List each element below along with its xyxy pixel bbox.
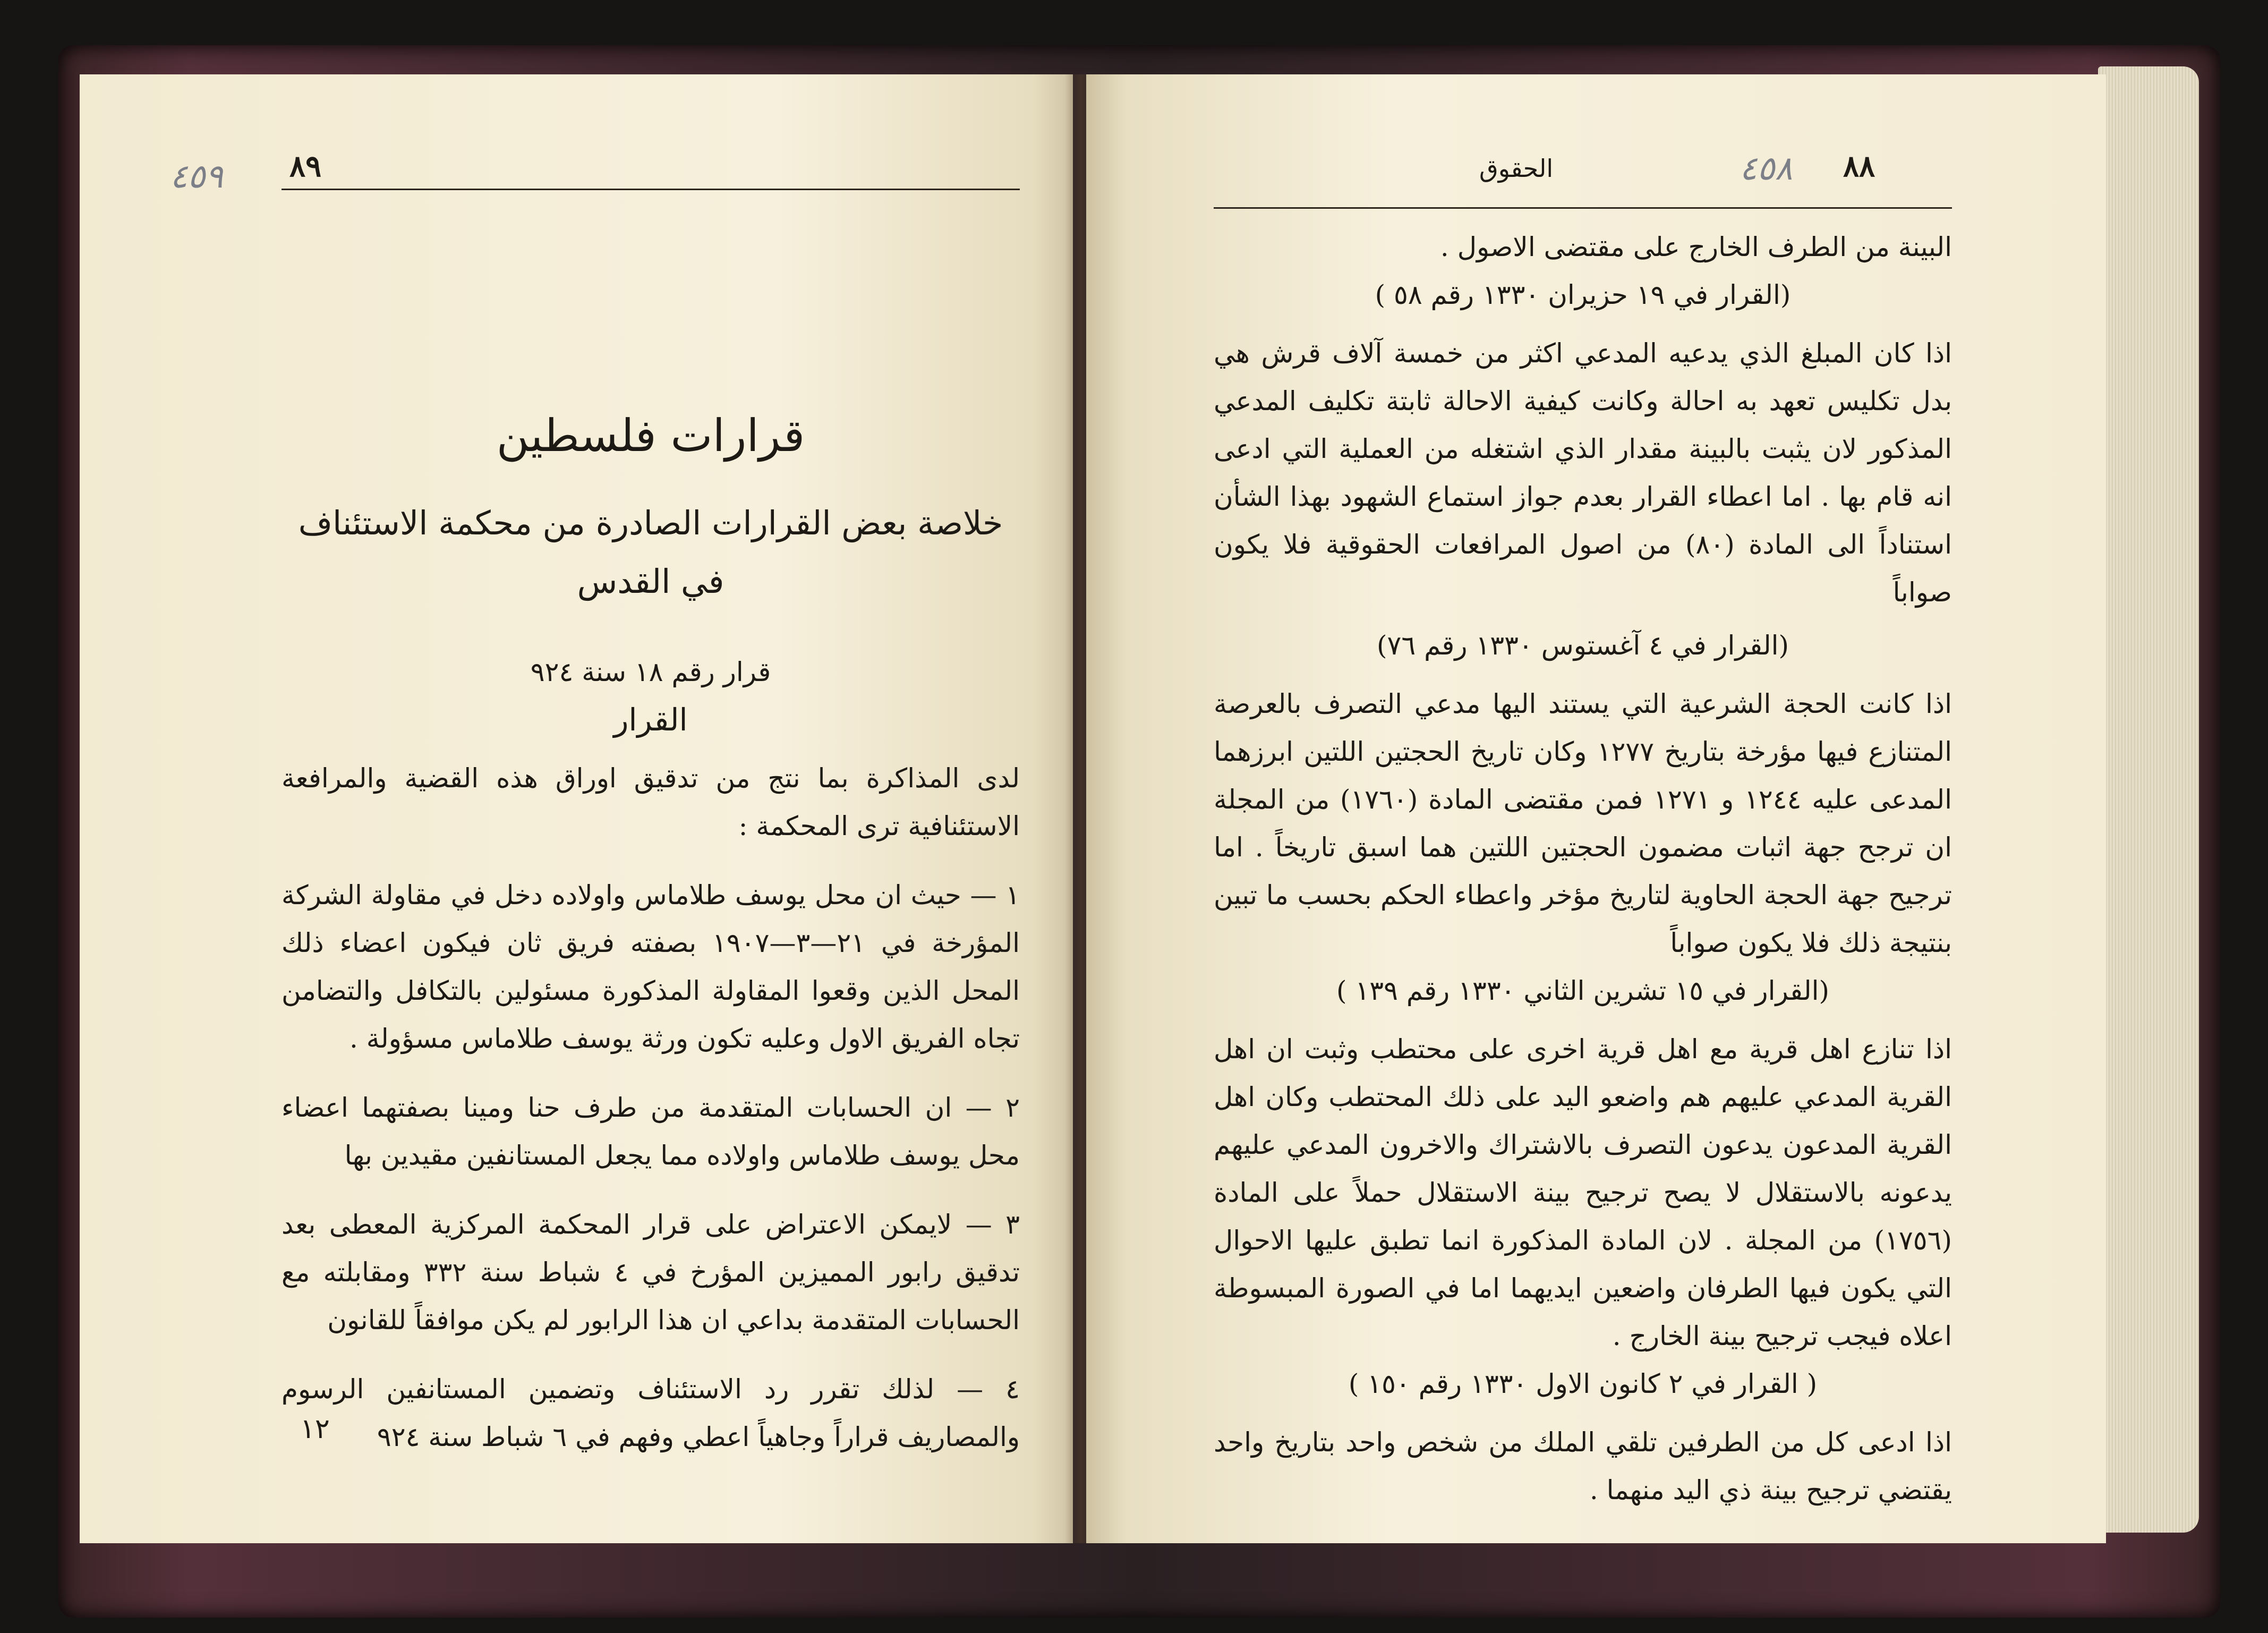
handwritten-page-number: ٤٥٨ [1740, 149, 1793, 188]
paragraph: ٤ — لذلك تقرر رد الاستئناف وتضمين المستانفين الرسوم والمصاريف قراراً وجاهياً اعطي وفهم في ٦ شباط سنة ٩٢٤ [282, 1374, 1020, 1452]
right-page [1086, 74, 2106, 1543]
text-block: اذا ادعى كل من الطرفين تلقي الملك من شخص واحد بتاريخ واحد يقتضي ترجيح بينة ذي اليد منهما . [1214, 1427, 1952, 1506]
handwritten-page-number: ٤٥٩ [170, 157, 223, 195]
text-block: اذا كانت الحجة الشرعية التي يستند اليها مدعي التصرف بالعرصة المتنازع فيها مؤرخة بتاريخ ١٢٧٧ وكان تاريخ الحجتين اللتين ابرزهما المدعى عليه ١٢٤٤ و ١٢٧١ فمن مقتضى المادة (١٧٦٠) من المجلة ان ترجح جهة اثبات مضمون الحجتين اللتين هما اسبق تاريخاً . اما ترجيح جهة الحجة الحاوية لتاريخ مؤخر واعطاء الحكم بحسب ما تبين بنتيجة ذلك فلا يكون صواباً [1214, 688, 1952, 958]
text-block: البينة من الطرف الخارج على مقتضى الاصول . [1440, 232, 1952, 262]
citation: (القرار في ١٩ حزيران ١٣٣٠ رقم ٥٨ ) [1375, 279, 1791, 310]
page-number: ٨٨ [1843, 149, 1875, 184]
signature-mark: ١٢ [300, 1413, 330, 1445]
header-rule [282, 189, 1020, 190]
paragraph: ٣ — لايمكن الاعتراض على قرار المحكمة المركزية المعطى بعد تدقيق رابور المميزين المؤرخ في ٤ شباط سنة ٣٣٢ ومقابلته مع الحسابات المتقدمة بداعي ان هذا الرابور لم يكن موافقاً للقانون [282, 1209, 1020, 1336]
text-block: اذا كان المبلغ الذي يدعيه المدعي اكثر من خمسة آلاف قرش هي بدل تكليس تعهد به احالة وكانت كيفية الاحالة ثابتة تكليف المدعي المذكور لان يثبت بالبينة مقدار الذي اشتغله من العملية التي ادعى انه قام بها . اما اعطاء القرار بعدم جواز استماع الشهود بهذا الشأن استناداً الى المادة (٨٠) من اصول المرافعات الحقوقية فلا يكون صواباً [1214, 338, 1952, 608]
document-title: قرارات فلسطين [496, 410, 805, 462]
decision-heading: القرار [613, 702, 688, 738]
running-head: الحقوق [1479, 154, 1554, 183]
citation: (القرار في ٤ آغستوس ١٣٣٠ رقم ٧٦) [1377, 630, 1789, 661]
left-page [80, 74, 1073, 1543]
decision-number: قرار رقم ١٨ سنة ٩٢٤ [530, 657, 771, 687]
paragraph: لدى المذاكرة بما نتج من تدقيق اوراق هذه القضية والمرافعة الاستئنافية ترى المحكمة : [282, 763, 1020, 841]
citation: (القرار في ١٥ تشرين الثاني ١٣٣٠ رقم ١٣٩ ) [1336, 975, 1829, 1006]
page-number: ٨٩ [289, 149, 322, 184]
header-rule [1214, 207, 1952, 209]
citation: ( القرار في ٢ كانون الاول ١٣٣٠ رقم ١٥٠ ) [1348, 1368, 1818, 1399]
paragraph: ٢ — ان الحسابات المتقدمة من طرف حنا ومينا بصفتهما اعضاء محل يوسف طلاماس واولاده مما يجعل المستانفين مقيدين بها [282, 1092, 1020, 1171]
text-block: اذا تنازع اهل قرية مع اهل قرية اخرى على محتطب وثبت ان اهل القرية المدعي عليهم هم واضعو اليد على ذلك المحتطب وكان اهل القرية المدعون يدعون التصرف بالاشتراك والاخرون المدعي عليهم يدعونه بالاستقلال لا يصح ترجيح بينة الاستقلال حملاً على المادة (١٧٥٦) من المجلة . لان المادة المذكورة انما تطبق عليها الاحوال التي يكون فيها الطرفان واضعين ايديهما اما في الصورة المبسوطة اعلاه فيجب ترجيح بينة الخارج . [1214, 1034, 1952, 1351]
paragraph: ١ — حيث ان محل يوسف طلاماس واولاده دخل في مقاولة الشركة المؤرخة في ٢١—٣—١٩٠٧ بصفته فريق ثان فيكون اعضاء ذلك المحل الذين وقعوا المقاولة المذكورة مسئولين بالتكافل والتضامن تجاه الفريق الاول وعليه تكون ورثة يوسف طلاماس مسؤولة . [282, 880, 1020, 1054]
page-edges [2098, 66, 2199, 1533]
left-page-body [282, 404, 1020, 1461]
right-page-body [1214, 223, 1952, 1514]
document-subtitle: خلاصة بعض القرارات الصادرة من محكمة الاستئناف في القدس [298, 504, 1003, 601]
